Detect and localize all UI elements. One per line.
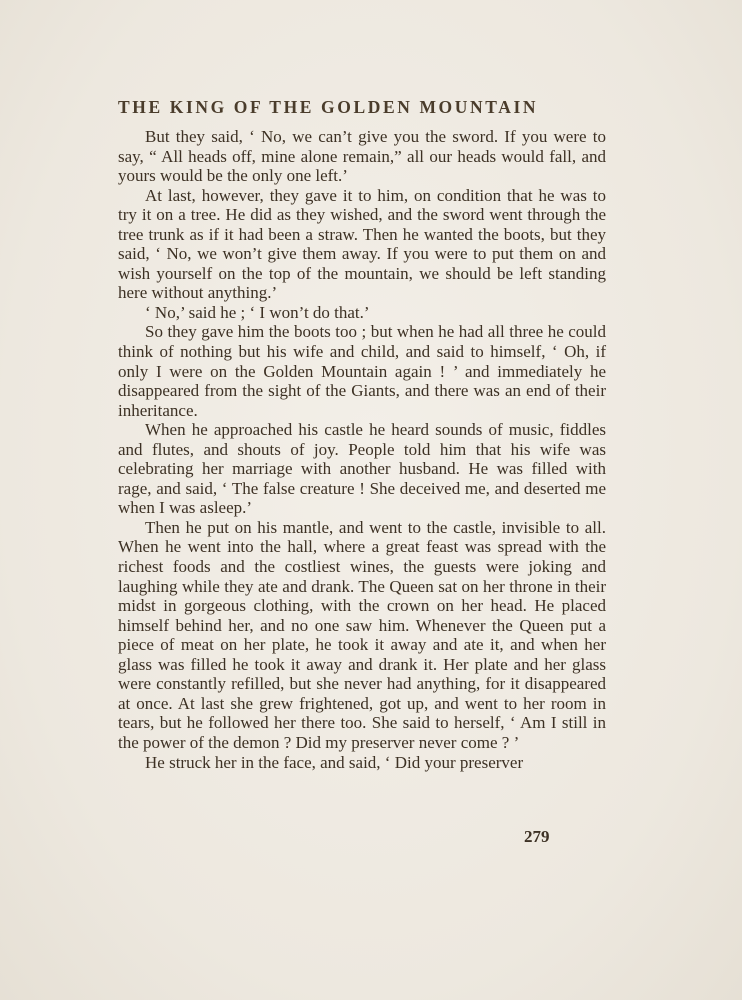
body-text [118, 127, 606, 772]
paragraph: When he approached his castle he heard sounds of music, fiddles and flutes, and shouts of joy. People told him that his wife was celebrating her marriage with another husband. He was filled with rage, and said, ‘ The false creature ! She deceived me, and deserted me when I was asleep.’ [118, 420, 606, 518]
page-number: 279 [524, 827, 550, 846]
paragraph: ‘ No,’ said he ; ‘ I won’t do that.’ [145, 302, 370, 322]
paragraph: Then he put on his mantle, and went to the castle, invisible to all. When he went into the hall, where a great feast was spread with the richest foods and the costliest wines, the guests were joking and laughing while they ate and drank. The Queen sat on her throne in their midst in gorgeous clothing, with the crown on her head. He placed himself behind her, and no one saw him. Whenever the Queen put a piece of meat on her plate, he took it away and ate it, and when her glass was filled he took it away and drank it. Her plate and her glass were constantly refilled, but she never had anything, for it disappeared at once. At last she grew frightened, got up, and went to her room in tears, but he followed her there too. She said to herself, ‘ Am I still in the power of the demon ? Did my preserver never come ? ’ [118, 517, 606, 752]
paragraph: But they said, ‘ No, we can’t give you the sword. If you were to say, “ All heads off, mine alone remain,” all our heads would fall, and yours would be the only one left.’ [118, 127, 606, 186]
running-head: THE KING OF THE GOLDEN MOUNTAIN [118, 97, 539, 117]
paragraph: So they gave him the boots too ; but when he had all three he could think of nothing but his wife and child, and said to himself, ‘ Oh, if only I were on the Golden Mountain again ! ’ and immediately he disappeared from the sight of the Giants, and there was an end of their inheritance. [118, 322, 606, 420]
paragraph: He struck her in the face, and said, ‘ Did your preserver [145, 752, 524, 772]
paragraph: At last, however, they gave it to him, on condition that he was to try it on a tree. He did as they wished, and the sword went through the tree trunk as if it had been a straw. Then he wanted the boots, but they said, ‘ No, we won’t give them away. If you were to put them on and wish yourself on the top of the mountain, we should be left standing here without anything.’ [118, 185, 606, 303]
